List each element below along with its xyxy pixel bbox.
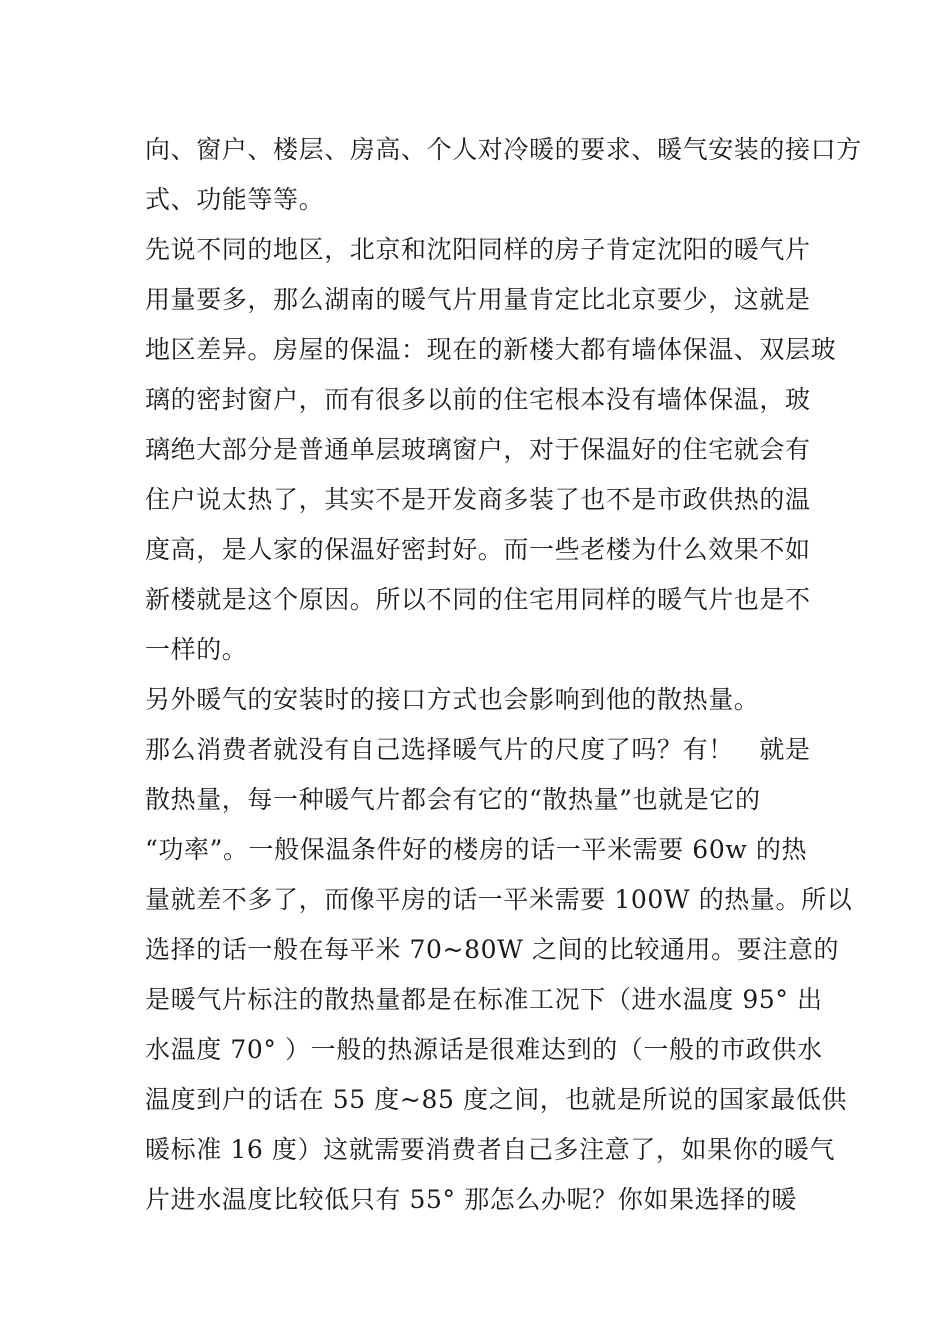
text-line: 式、功能等等。 (145, 185, 325, 214)
text-line: 地区差异。房屋的保温：现在的新楼大都有墙体保温、双层玻 (145, 335, 837, 364)
text-line: 温度到户的话在 55 度~85 度之间，也就是所说的国家最低供 (145, 1085, 848, 1114)
text-line: 散热量，每一种暖气片都会有它的“散热量”也就是它的 (145, 785, 761, 814)
text-line: 向、窗户、楼层、房高、个人对冷暖的要求、暖气安装的接口方 (145, 135, 862, 164)
text-line: 片进水温度比较低只有 55° 那怎么办呢？你如果选择的暖 (145, 1185, 798, 1214)
text-line: 璃的密封窗户，而有很多以前的住宅根本没有墙体保温，玻 (145, 385, 811, 414)
text-line: “功率”。一般保温条件好的楼房的话一平米需要 60w 的热 (145, 835, 808, 864)
text-line: 度高，是人家的保温好密封好。而一些老楼为什么效果不如 (145, 535, 811, 564)
text-line: 水温度 70° ）一般的热源话是很难达到的（一般的市政供水 (145, 1035, 823, 1064)
text-line: 暖标准 16 度）这就需要消费者自己多注意了，如果你的暖气 (145, 1135, 836, 1164)
text-line: 住户说太热了，其实不是开发商多装了也不是市政供热的温 (145, 485, 811, 514)
text-line: 那么消费者就没有自己选择暖气片的尺度了吗？有！ 就是 (145, 735, 811, 764)
text-line: 选择的话一般在每平米 70~80W 之间的比较通用。要注意的 (145, 935, 840, 964)
text-line: 新楼就是这个原因。所以不同的住宅用同样的暖气片也是不 (145, 585, 811, 614)
text-line: 用量要多，那么湖南的暖气片用量肯定比北京要少，这就是 (145, 285, 811, 314)
text-line: 是暖气片标注的散热量都是在标准工况下（进水温度 95° 出 (145, 985, 823, 1014)
text-line: 另外暖气的安装时的接口方式也会影响到他的散热量。 (145, 685, 760, 714)
text-line: 璃绝大部分是普通单层玻璃窗户，对于保温好的住宅就会有 (145, 435, 811, 464)
text-line: 量就差不多了，而像平房的话一平米需要 100W 的热量。所以 (145, 885, 853, 914)
text-line: 一样的。 (145, 635, 248, 664)
text-line: 先说不同的地区，北京和沈阳同样的房子肯定沈阳的暖气片 (145, 235, 811, 264)
